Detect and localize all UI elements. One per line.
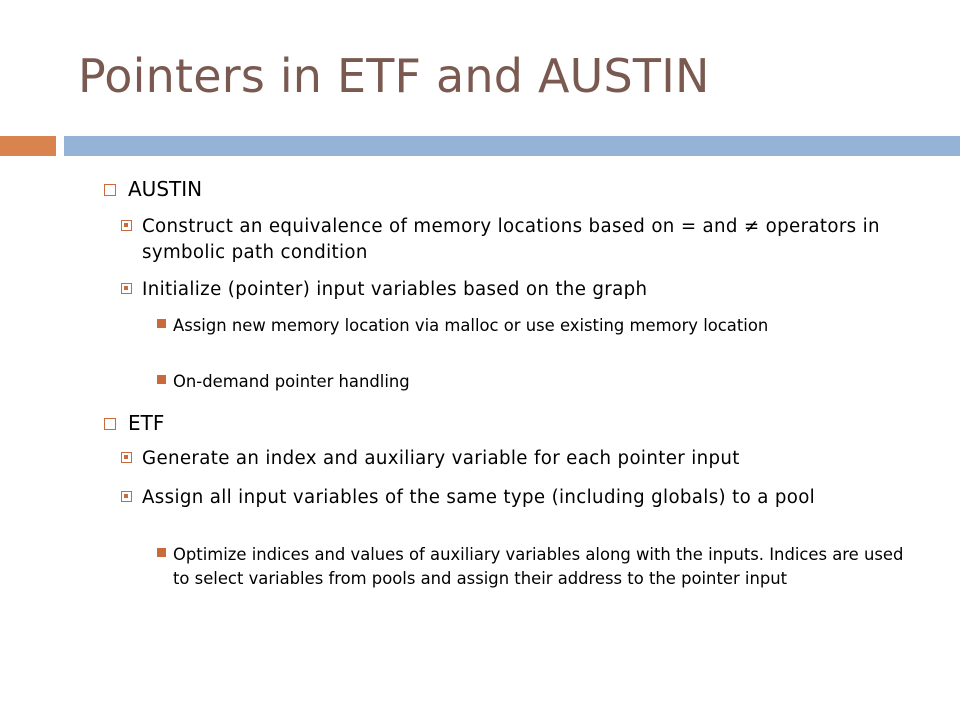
bullet-text: Generate an index and auxiliary variable for each pointer input <box>142 448 740 469</box>
title-divider-bar <box>64 136 960 156</box>
sub-sub-bullet-austin-2 <box>157 370 877 394</box>
bullet-text: On-demand pointer handling <box>173 372 410 391</box>
title-accent-bar <box>0 136 56 156</box>
slide-title: Pointers in ETF and AUSTIN <box>78 49 710 103</box>
bullet-text: AUSTIN <box>128 177 203 201</box>
sub-bullet-etf-2 <box>121 485 911 511</box>
square-dot-bullet-icon <box>121 491 132 502</box>
bullet-text: Optimize indices and values of auxiliary variables along with the inputs. Indices are used to select variables from pools and assign their address to the pointer input <box>173 545 904 588</box>
sub-sub-bullet-austin-1 <box>157 314 877 338</box>
square-dot-bullet-icon <box>121 452 132 463</box>
bullet-text: Assign all input variables of the same type (including globals) to a pool <box>142 487 816 508</box>
bullet-text: Assign new memory location via malloc or use existing memory location <box>173 316 769 335</box>
sub-bullet-austin-2 <box>121 277 911 303</box>
bullet-etf <box>104 410 904 436</box>
hollow-square-bullet-icon <box>104 418 116 430</box>
filled-square-bullet-icon <box>157 375 166 384</box>
bullet-austin <box>104 176 904 202</box>
sub-sub-bullet-etf-1 <box>157 543 917 591</box>
square-dot-bullet-icon <box>121 220 132 231</box>
filled-square-bullet-icon <box>157 319 166 328</box>
sub-bullet-austin-1 <box>121 214 911 266</box>
sub-bullet-etf-1 <box>121 446 911 472</box>
bullet-text: Initialize (pointer) input variables based on the graph <box>142 279 648 300</box>
bullet-text: Construct an equivalence of memory locations based on = and ≠ operators in symbolic path condition <box>142 216 880 263</box>
square-dot-bullet-icon <box>121 283 132 294</box>
bullet-text: ETF <box>128 411 165 435</box>
filled-square-bullet-icon <box>157 548 166 557</box>
hollow-square-bullet-icon <box>104 184 116 196</box>
